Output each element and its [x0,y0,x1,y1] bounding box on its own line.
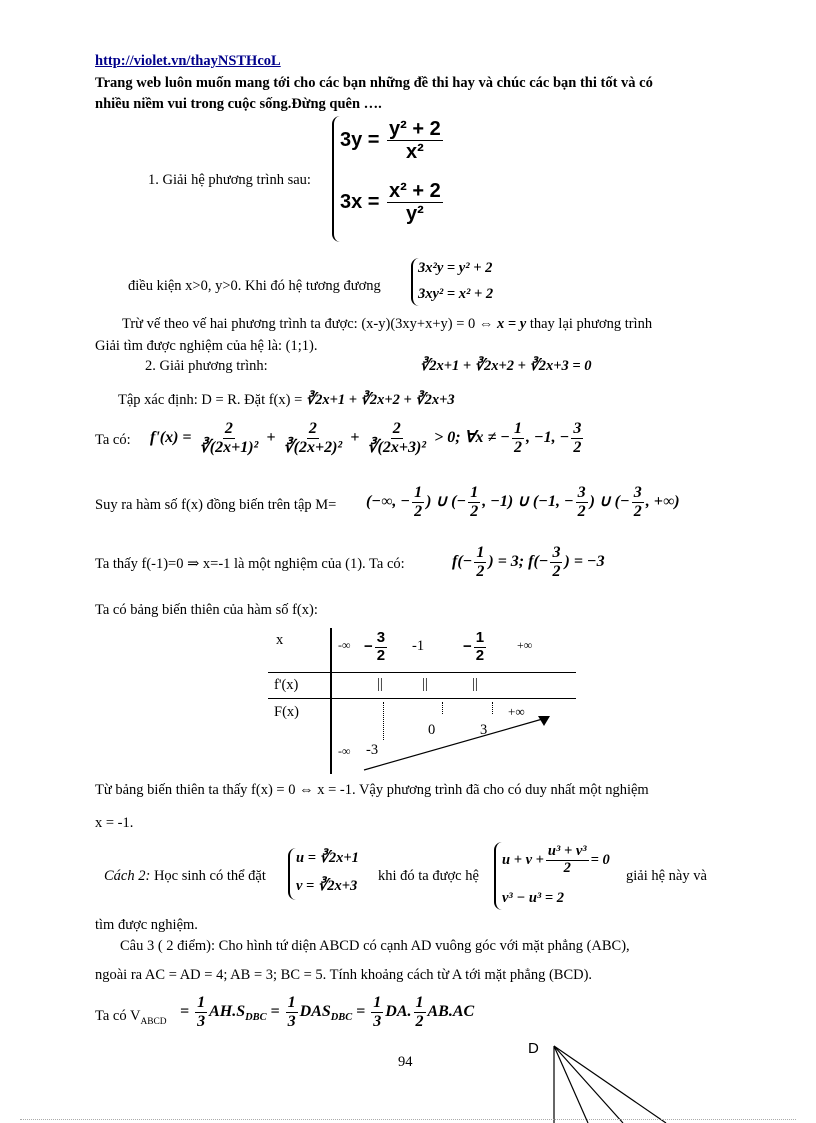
F-zero: 0 [428,722,436,738]
problem2-label: 2. Giải phương trình: [145,358,268,374]
footer-rule [20,1119,796,1120]
method2-v: v = ∛2x+3 [296,878,358,894]
deriv-label: Ta có: [95,432,131,448]
subtract-text: Trừ vế theo vế hai phương trình ta được: (x-y)(3xy+x+y) = 0 ⇔ x = y thay lại phương trình [122,316,653,332]
conclusion-line-2: x = -1. [95,815,134,831]
condition-text: điều kiện x>0, y>0. Khi đó hệ tương đương [128,278,381,294]
F-three: 3 [480,722,488,738]
table-hline-2 [268,698,576,699]
volume-label: Ta có $V_{ABCD}$ [95,1008,167,1027]
domain-text: Tập xác định: D = R. Đặt f(x) = ∛2x+1 + ∛2x+2 + ∛2x+3 [118,392,455,408]
F-pos-inf: +∞ [508,704,525,719]
page-number: 94 [398,1054,413,1070]
problem3-line-1: Câu 3 ( 2 điểm): Cho hình tứ diện ABCD có cạnh AD vuông góc với mặt phẳng (ABC), [120,938,630,954]
method2-text: Cách 2: Học sinh có thể đặt [104,868,266,884]
condition-eq2: 3xy² = x² + 2 [418,286,494,302]
figure-label-D: D [528,1040,539,1057]
method2-sys-eq2: v³ − u³ = 2 [502,890,564,906]
fprime-bar-2: || [422,676,428,692]
problem3-line-2: ngoài ra AC = AD = 4; AB = 3; BC = 5. Tính khoảng cách từ A tới mặt phẳng (BCD). [95,967,593,983]
F-minus-three: -3 [366,742,379,758]
root-text: Ta thấy f(-1)=0 ⇒ x=-1 là một nghiệm của (1). Ta có: [95,556,405,572]
x-minus-one-half: − $\frac{1}{2}$ [463,629,485,664]
system-eq1: 3y = $\frac{\text{y² + 2}}{\text{x²}}$ [340,118,441,163]
method2-u: u = ∛2x+1 [296,850,359,866]
fprime-bar-3: || [472,676,478,692]
method2-tail-2: tìm được nghiệm. [95,917,198,933]
method2-mid: khi đó ta được hệ [378,868,479,884]
x-minus-three-halves: − $\frac{3}{2}$ [364,629,386,664]
system-eq2: 3x = $\frac{\text{x² + 2}}{\text{y²}}$ [340,180,441,225]
intro-line-2: nhiều niềm vui trong cuộc sống.Đừng quên …. [95,96,382,112]
row-fprime-label: f'(x) [274,677,299,693]
row-x-label: x [276,632,284,648]
x-minus-one: -1 [412,638,425,654]
x-neg-inf: -∞ [338,638,351,652]
intro-line-1: Trang web luôn muốn mang tới cho các bạn những đề thi hay và chúc các bạn thi tốt và có [95,75,653,91]
monotone-set: (−∞, − $\frac{1}{2}$ ) ∪ (− $\frac{1}{2}$ , −1) ∪ (−1, − $\frac{3}{2}$ ) ∪ (− $\frac{3}{2}$ , +∞) [366,484,680,520]
root-values: f(− $\frac{1}{2}$ ) = 3; f(− $\frac{3}{2}$ ) = −3 [452,544,605,580]
derivative-expression: f'(x) = $\frac{2}{\text{∛(2x+1)²}}$ + $\frac{2}{\text{∛(2x+2)²}}$ + $\frac{2}{\text{∛(2x+3)²}}$ > 0; ∀x ≠ − $\frac{1}{2}$ , −1, − $\frac{3}{2}$ [150,420,582,456]
conclusion-line-1: Từ bảng biến thiên ta thấy f(x) = 0 ⇔ x = -1. Vậy phương trình đã cho có duy nhất một nghiệm [95,782,649,798]
problem2-equation: ∛2x+1 + ∛2x+2 + ∛2x+3 = 0 [420,358,592,374]
table-intro: Ta có bảng biến thiên của hàm số f(x): [95,602,318,618]
method2-sys-eq1: u + v + $\frac{\text{u³ + v³}}{2}$ = 0 [502,843,610,876]
increasing-arrow [360,710,560,774]
header-link[interactable]: http://violet.vn/thayNSTHcoL [95,53,281,69]
x-pos-inf: +∞ [517,638,533,652]
F-neg-inf: -∞ [338,744,351,758]
volume-expression: = $\frac{1}{3}$ $AH.S_{DBC}$ = $\frac{1}{3}$ $DAS_{DBC}$ = $\frac{1}{3}$ DA. $\frac{1}{2}$ AB.AC [180,994,475,1030]
condition-eq1: 3x²y = y² + 2 [418,260,493,276]
solution-text: Giải tìm được nghiệm của hệ là: (1;1). [95,338,318,354]
tetrahedron-figure [548,1044,688,1123]
fprime-bar-1: || [377,676,383,692]
table-vline [330,628,332,774]
problem1-label: 1. Giải hệ phương trình sau: [148,172,311,188]
row-F-label: F(x) [274,704,299,720]
method2-tail: giải hệ này và [626,868,707,884]
table-hline-1 [268,672,576,673]
monotone-text: Suy ra hàm số f(x) đồng biến trên tập M= [95,497,337,513]
